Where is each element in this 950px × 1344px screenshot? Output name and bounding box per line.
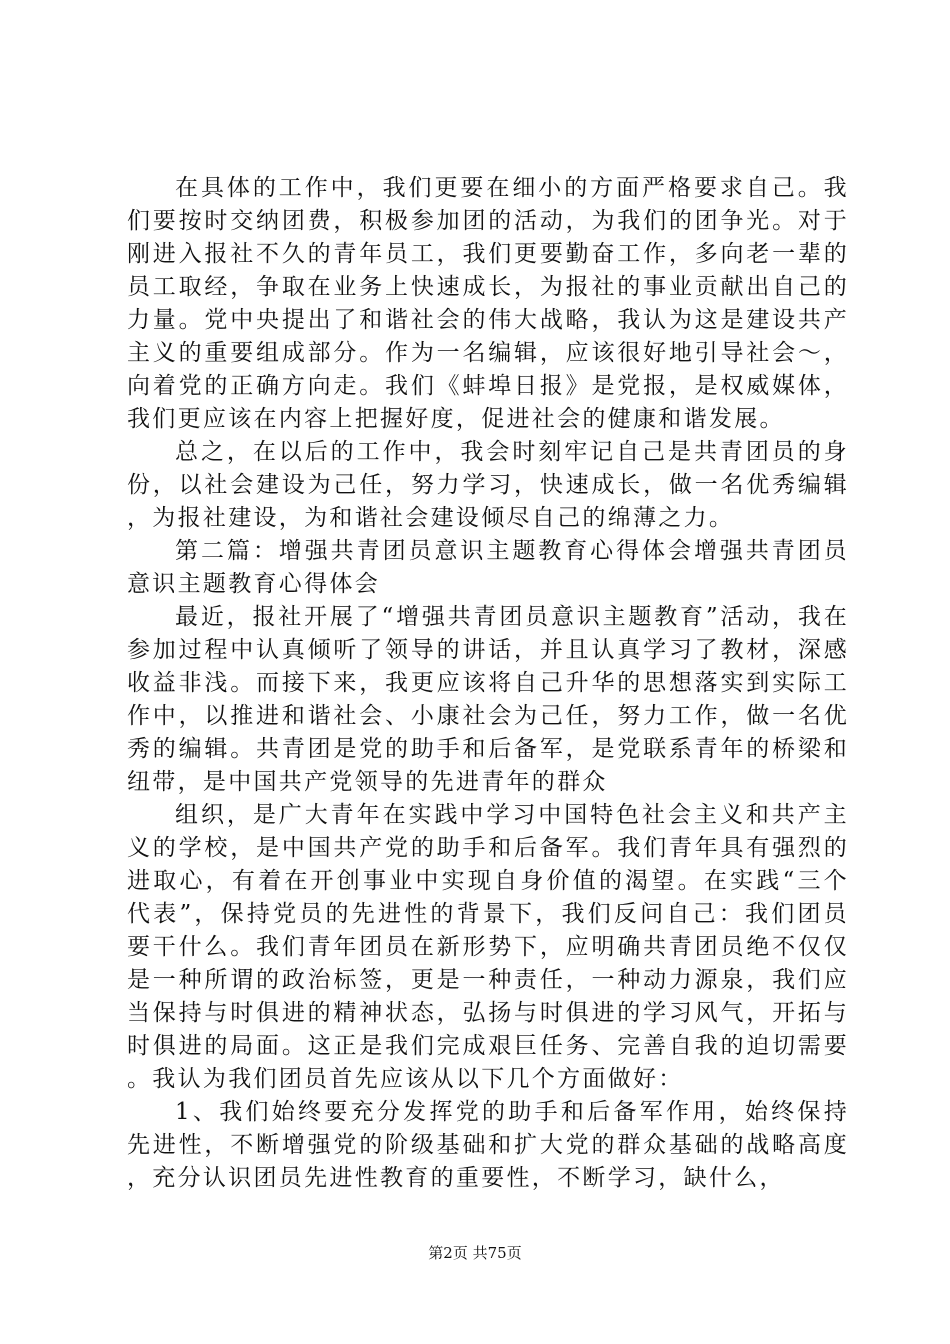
paragraph: 在具体的工作中，我们更要在细小的方面严格要求自己。我们要按时交纳团费，积极参加团的活动，为我们的团争光。对于刚进入报社不久的青年员工，我们更要勤奋工作，多向老一辈的员工取经，争取在业务上快速成长，为报社的事业贡献出自己的力量。党中央提出了和谐社会的伟大战略，我认为这是建设共产主义的重要组成部分。作为一名编辑，应该很好地引导社会～，向着党的正确方向走。我们《蚌埠日报》是党报，是权威媒体，我们更应该在内容上把握好度，促进社会的健康和谐发展。 [127,175,849,432]
page-footer: 第2页 共75页 [428,1244,522,1262]
paragraph: 总之，在以后的工作中，我会时刻牢记自己是共青团员的身份，以社会建设为己任，努力学习，快速成长，做一名优秀编辑，为报社建设，为和谐社会建设倾尽自己的绵薄之力。 [127,439,849,531]
document-body [127,172,849,1195]
paragraph: 组织，是广大青年在实践中学习中国特色社会主义和共产主义的学校，是中国共产党的助手和后备军。我们青年具有强烈的进取心，有着在开创事业中实现自身价值的渴望。在实践“三个代表”，保持党员的先进性的背景下，我们反问自己：我们团员要干什么。我们青年团员在新形势下，应明确共青团员绝不仅仅是一种所谓的政治标签，更是一种责任，一种动力源泉，我们应当保持与时俱进的精神状态，弘扬与时俱进的学习风气，开拓与时俱进的局面。这正是我们完成艰巨任务、完善自我的迫切需要。我认为我们团员首先应该从以下几个方面做好： [127,802,849,1092]
paragraph: 最近，报社开展了“增强共青团员意识主题教育”活动，我在参加过程中认真倾听了领导的讲话，并且认真学习了教材，深感收益非浅。而接下来，我更应该将自己升华的思想落实到实际工作中，以推进和谐社会、小康社会为己任，努力工作，做一名优秀的编辑。共青团是党的助手和后备军，是党联系青年的桥梁和纽带，是中国共产党领导的先进青年的群众 [127,604,849,795]
numbered-paragraph: 1、我们始终要充分发挥党的助手和后备军作用，始终保持先进性，不断增强党的阶级基础和扩大党的群众基础的战略高度，充分认识团员先进性教育的重要性，不断学习，缺什么， [127,1099,849,1191]
section-heading-paragraph: 第二篇：增强共青团员意识主题教育心得体会增强共青团员意识主题教育心得体会 [127,538,849,597]
